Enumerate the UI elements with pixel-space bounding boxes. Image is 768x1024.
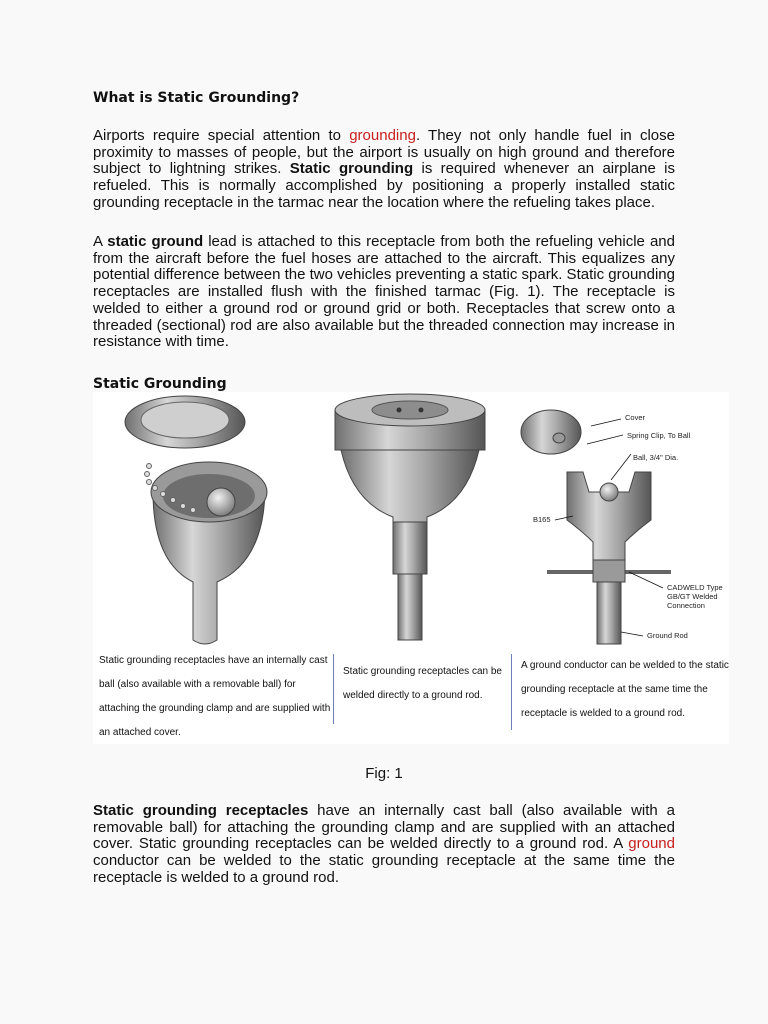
label-b165: B165 bbox=[533, 515, 551, 524]
bold-term: static ground bbox=[107, 233, 204, 250]
figure-title: Static Grounding bbox=[93, 376, 227, 392]
paragraph-3 bbox=[93, 803, 675, 887]
text: Airports require special attention to bbox=[93, 127, 350, 144]
caption-middle: Static grounding receptacles can be welded directly to a ground rod. bbox=[343, 666, 502, 701]
text: A bbox=[93, 233, 108, 250]
ground-link[interactable]: ground bbox=[628, 835, 675, 853]
paragraph-1 bbox=[93, 128, 675, 212]
grounding-link[interactable]: grounding bbox=[349, 127, 416, 144]
receptacle-with-cover-drawing bbox=[125, 396, 267, 644]
paragraph-2 bbox=[93, 234, 675, 351]
label-ball: Ball, 3/4" Dia. bbox=[633, 453, 679, 462]
figure-image bbox=[93, 392, 729, 744]
label-cover: Cover bbox=[625, 413, 646, 422]
label-cadweld-3: Connection bbox=[667, 601, 705, 610]
text: is required whenever an airplane is refueled. This is normally accomplished by positioning a properly installed static grounding receptacle in the tarmac near the location where the refueling takes place. bbox=[93, 160, 675, 211]
text: . They not only handle fuel in close proximity to masses of people, but the airport is usually on high ground and therefore subject to lightning strikes. bbox=[93, 127, 675, 178]
page-title: What is Static Grounding? bbox=[93, 90, 300, 106]
label-ground-rod: Ground Rod bbox=[647, 631, 688, 640]
divider bbox=[511, 654, 512, 730]
caption-right: A ground conductor can be welded to the static grounding receptacle at the same time the receptacle is welded to a ground rod. bbox=[521, 660, 729, 719]
text: conductor can be welded to the static grounding receptacle at the same time the receptacle is welded to a ground rod. bbox=[93, 852, 675, 886]
bold-term: Static grounding bbox=[289, 160, 414, 178]
label-cadweld-1: CADWELD Type bbox=[667, 583, 723, 592]
divider bbox=[333, 654, 334, 724]
receptacle-with-rod-drawing bbox=[335, 394, 485, 640]
figure-label: Fig: 1 bbox=[365, 765, 403, 782]
text: have an internally cast ball (also available with a removable ball) for attaching the grounding clamp and are supplied with an attached cover. Static grounding receptacles can be welded directly to a ground rod. A bbox=[93, 802, 675, 853]
caption-left: Static grounding receptacles have an internally cast ball (also available with a removable ball) for attaching the grounding clamp and are supplied with an attached cover. bbox=[99, 655, 331, 738]
cross-section-drawing bbox=[521, 410, 723, 644]
label-cadweld-2: GB/GT Welded bbox=[667, 592, 718, 601]
label-spring-clip: Spring Clip, To Ball bbox=[627, 431, 691, 440]
bold-term: Static grounding receptacles bbox=[93, 802, 309, 819]
text: lead is attached to this receptacle from both the refueling vehicle and from the aircraft before the fuel hoses are attached to the aircraft. This equalizes any potential difference between the two vehicles preventing a static spark. Static grounding receptacles are installed flush with the finished tarmac (Fig. 1). The receptacle is welded to either a ground rod or ground grid or both. Receptacles that screw onto a threaded (sectional) rod are also available but the threaded connection may increase in resistance with time. bbox=[93, 233, 675, 351]
